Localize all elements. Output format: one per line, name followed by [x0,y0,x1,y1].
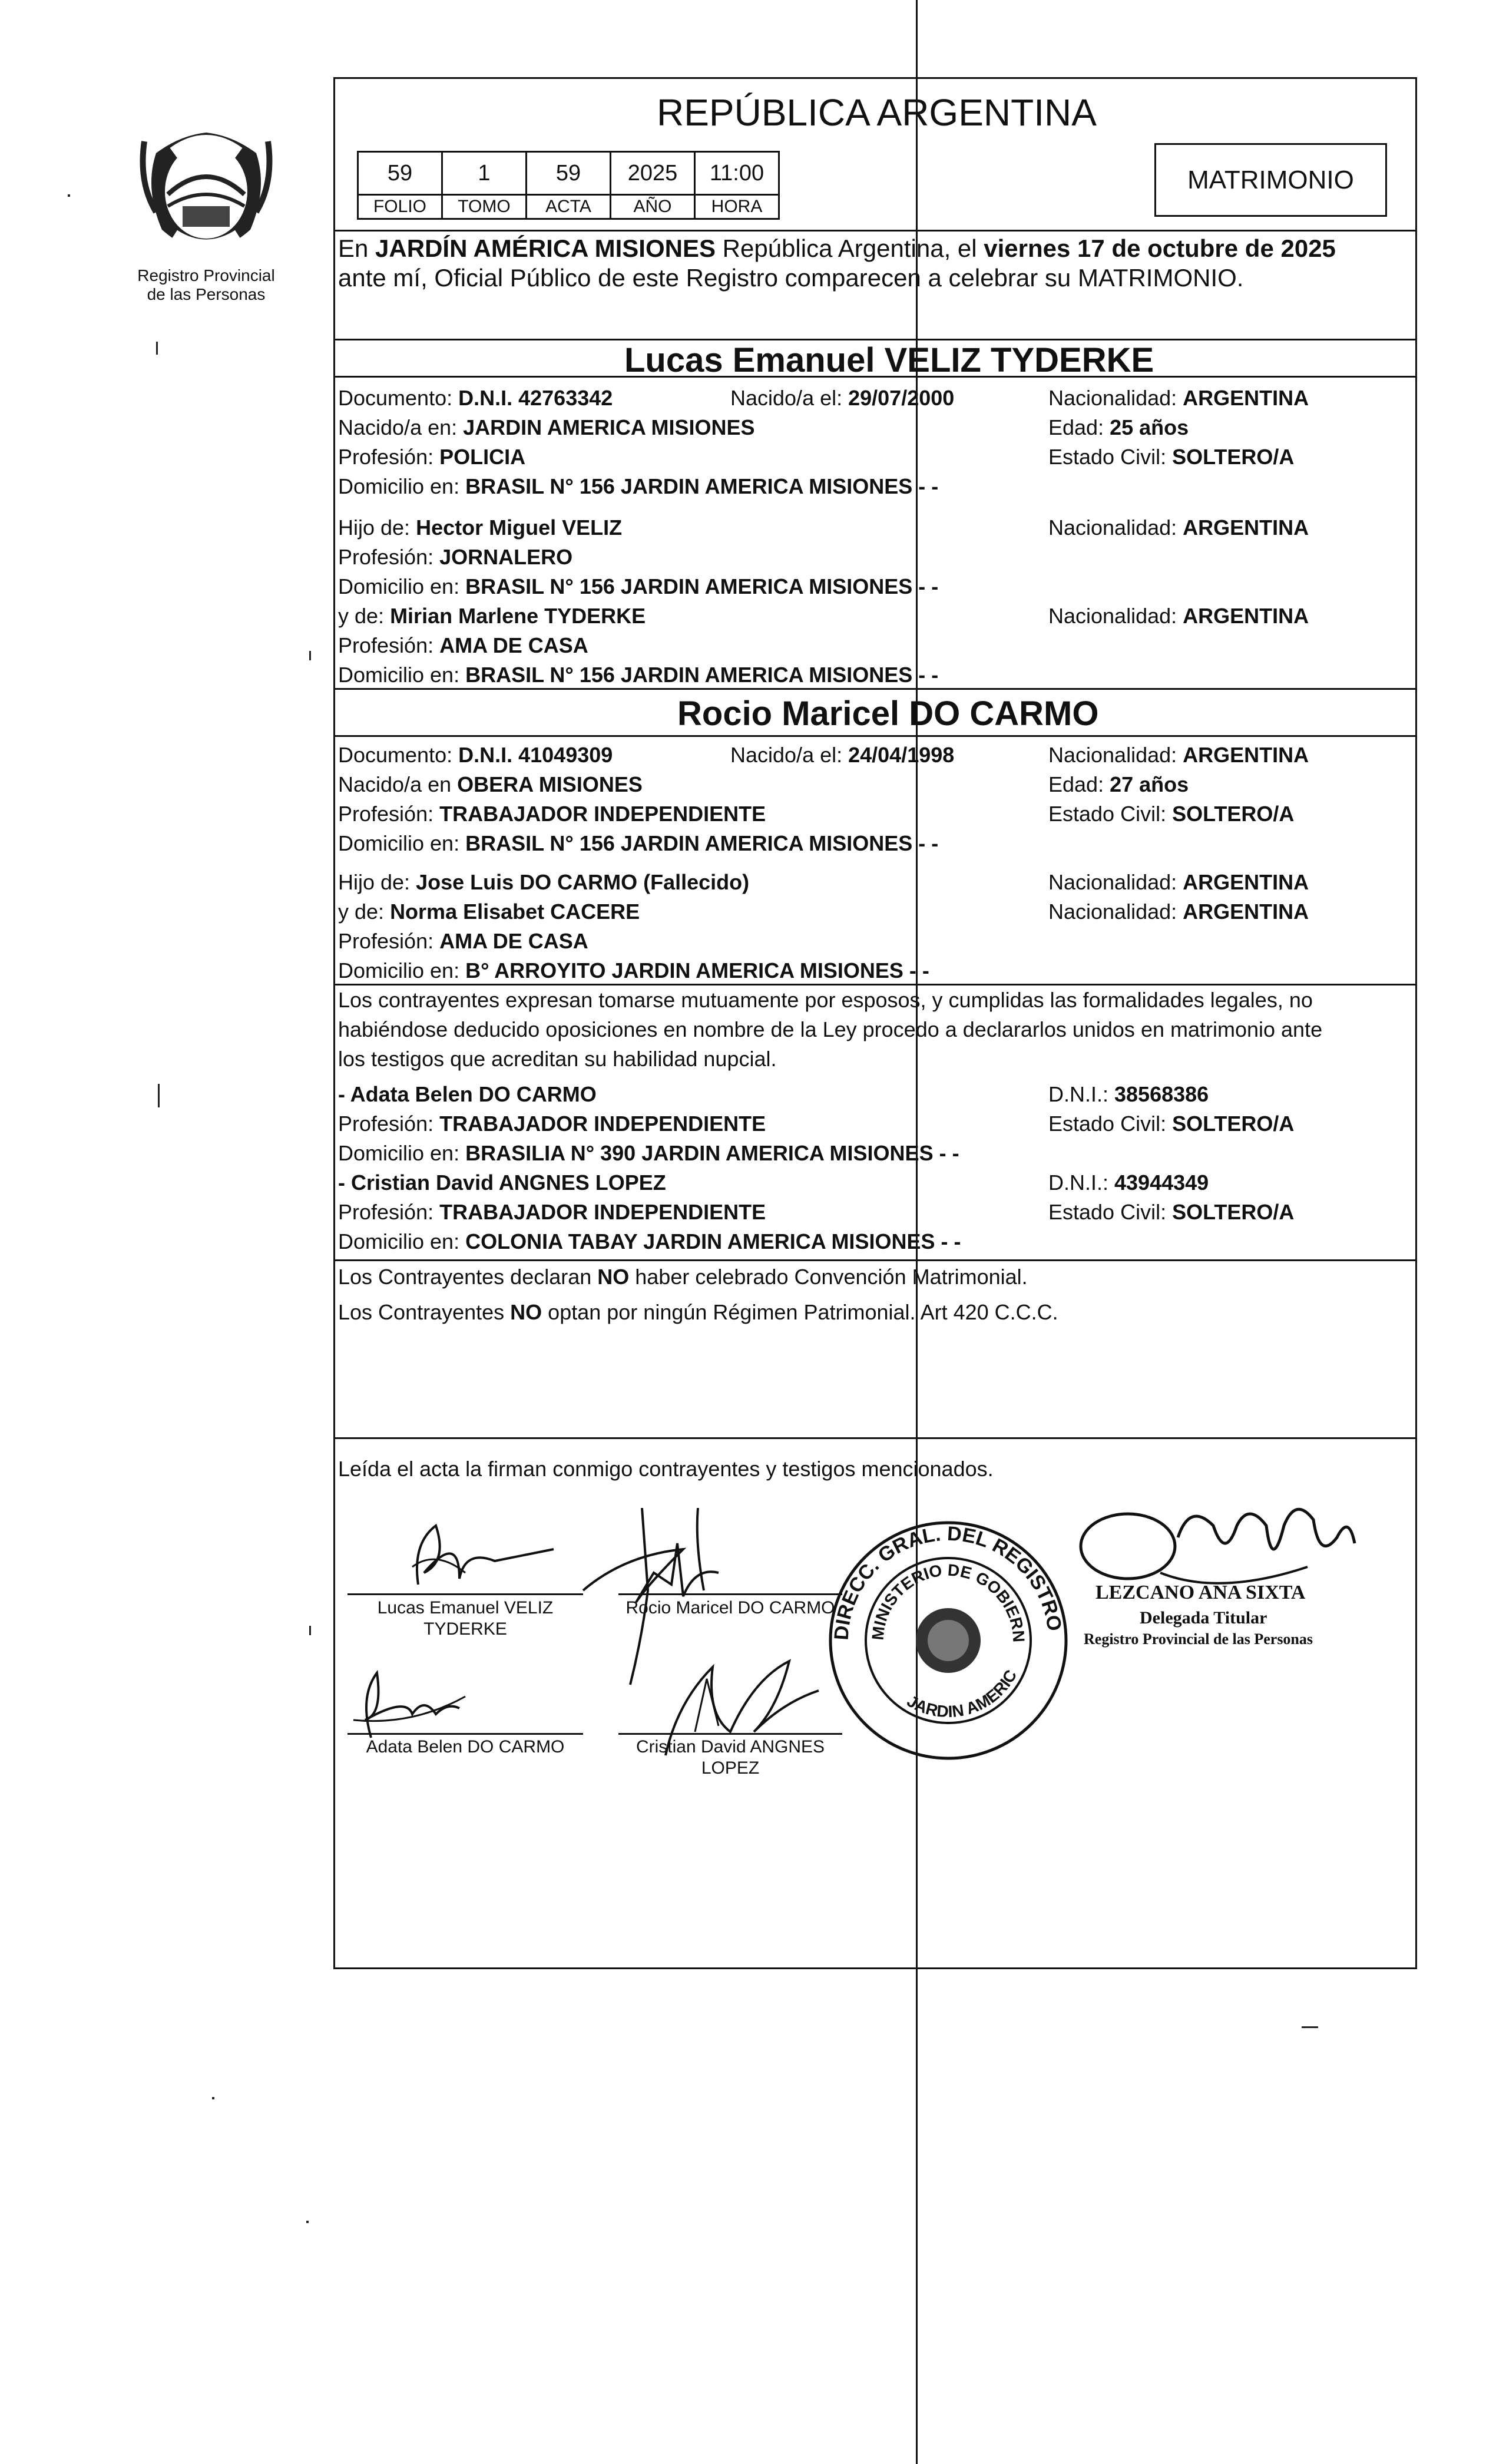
bride-father [338,869,749,895]
label: Estado Civil: [1048,1200,1173,1224]
folio-label: FOLIO [358,195,442,219]
scan-speck [306,2221,309,2223]
groom-name: Lucas Emanuel VELIZ TYDERKE [624,341,1154,379]
label: Profesión: [338,929,440,953]
value: 27 años [1110,772,1189,796]
divider [333,735,1417,737]
label: Profesión: [338,802,440,826]
act-type-box [1154,143,1387,217]
label: y de: [338,899,390,924]
caption-line: TYDERKE [423,1619,507,1639]
acta-label: ACTA [527,195,611,219]
bride-nationality [1048,742,1309,768]
witness1-address [338,1140,959,1166]
convention-line1 [338,1264,1028,1290]
value: B° ARROYITO JARDIN AMERICA MISIONES - - [465,958,929,983]
label: Nacionalidad: [1048,743,1183,767]
label: Profesión: [338,1200,440,1224]
witness2-civil-status [1048,1199,1294,1225]
label: Domicilio en: [338,958,466,983]
act-type: MATRIMONIO [1187,165,1354,194]
acta-value: 59 [527,152,611,195]
label: Profesión: [338,633,440,657]
value: POLICIA [439,445,526,469]
scan-speck [212,2097,214,2099]
caption-line: Cristian David ANGNES [636,1737,825,1757]
label: Estado Civil: [1048,1112,1173,1136]
value: JORNALERO [439,545,573,569]
witness1-civil-status [1048,1111,1294,1137]
groom-nationality [1048,385,1309,411]
label: Edad: [1048,772,1110,796]
label: D.N.I.: [1048,1082,1115,1106]
label: Nacido/a el: [730,386,849,410]
value: Mirian Marlene TYDERKE [390,604,646,628]
bride-address [338,831,938,856]
intro-date: viernes 17 de octubre de 2025 [984,234,1336,262]
value: JARDIN AMERICA MISIONES [463,415,755,439]
witness2-name: - Cristian David ANGNES LOPEZ [338,1170,666,1195]
official-seal [825,1517,1072,1764]
official-office: Registro Provincial de las Personas [1084,1630,1313,1648]
value: BRASIL N° 156 JARDIN AMERICA MISIONES - - [465,663,939,687]
scan-speck [1302,2026,1318,2028]
bride-father-nationality [1048,869,1309,895]
logo-caption-line2: de las Personas [147,285,266,303]
groom-document [338,385,613,411]
witness2-signature-caption [618,1737,842,1779]
text: Los Contrayentes declaran [338,1265,598,1289]
groom-mother-nationality [1048,603,1309,629]
intro-mid: República Argentina, el [715,234,984,262]
label: Profesión: [338,545,440,569]
declaration-line3: los testigos que acreditan su habilidad nupcial. [338,1047,777,1071]
value: ARGENTINA [1183,386,1309,410]
label: Documento: [338,743,459,767]
value: TRABAJADOR INDEPENDIENTE [439,1200,766,1224]
logo-caption-line1: Registro Provincial [137,266,275,285]
groom-father-profession [338,544,572,570]
intro-line1 [338,234,1336,263]
value: OBERA MISIONES [457,772,643,796]
intro-line2: ante mí, Oficial Público de este Registro comparecen a celebrar su MATRIMONIO. [338,264,1244,292]
groom-signature-caption [347,1598,583,1640]
label: Nacionalidad: [1048,899,1183,924]
seal-outer-text: DIRECC. GRAL. DEL REGISTRO [830,1522,1066,1641]
value: TRABAJADOR INDEPENDIENTE [439,802,766,826]
divider [333,1259,1417,1261]
label: Estado Civil: [1048,802,1173,826]
ano-value: 2025 [611,152,695,195]
value: BRASIL N° 156 JARDIN AMERICA MISIONES - - [465,574,939,598]
label: Domicilio en: [338,663,466,687]
witness1-profession [338,1111,766,1137]
label: Estado Civil: [1048,445,1173,469]
label: y de: [338,604,390,628]
groom-father-address [338,574,938,600]
bride-birthplace [338,772,643,798]
value: 24/04/1998 [848,743,955,767]
value: SOLTERO/A [1172,1200,1295,1224]
value: 25 años [1110,415,1189,439]
divider [333,1437,1417,1439]
value: TRABAJADOR INDEPENDIENTE [439,1112,766,1136]
intro-prefix: En [338,234,376,262]
divider [333,230,1417,231]
scan-speck [309,1626,311,1635]
signature-line [347,1733,583,1735]
scan-speck [158,1084,160,1107]
bride-age [1048,772,1189,798]
bride-profession [338,801,766,827]
bride-mother-address [338,958,929,984]
scan-speck [68,194,70,197]
witness1-signature [342,1661,483,1744]
label: Nacionalidad: [1048,386,1183,410]
witness1-signature-caption: Adata Belen DO CARMO [366,1737,565,1757]
closing-text: Leída el acta la firman conmigo contrayentes y testigos mencionados. [338,1457,994,1481]
groom-birthplace [338,415,755,441]
value: Hector Miguel VELIZ [416,515,623,540]
scan-speck [309,651,311,660]
witness1-dni [1048,1081,1209,1107]
value: BRASILIA N° 390 JARDIN AMERICA MISIONES - - [465,1141,959,1165]
divider [333,984,1417,985]
hora-label: HORA [695,195,779,219]
label: Nacionalidad: [1048,515,1183,540]
label: Nacionalidad: [1048,870,1183,894]
value: SOLTERO/A [1172,802,1295,826]
seal-bottom-text: JARDIN AMERIC [903,1666,1021,1721]
tomo-value: 1 [442,152,527,195]
witness2-address [338,1229,961,1255]
value: Jose Luis DO CARMO (Fallecido) [416,870,750,894]
text: optan por ningún Régimen Patrimonial. Art 420 C.C.C. [542,1300,1058,1324]
label: Domicilio en: [338,831,466,855]
label: Hijo de: [338,515,416,540]
groom-address [338,474,938,500]
bride-birthdate [730,742,954,768]
divider [333,339,1417,340]
intro-place: JARDÍN AMÉRICA MISIONES [375,234,716,262]
groom-mother-address [338,662,938,688]
witness1-name: - Adata Belen DO CARMO [338,1082,597,1106]
witness2-profession [338,1199,766,1225]
bride-civil-status [1048,801,1294,827]
witness2-dni [1048,1170,1209,1196]
seal-inner-text: MINISTERIO DE GOBIERN [868,1560,1028,1643]
caption-line: LOPEZ [701,1758,760,1778]
text: Los Contrayentes [338,1300,511,1324]
tomo-label: TOMO [442,195,527,219]
value: ARGENTINA [1183,870,1309,894]
value: SOLTERO/A [1172,1112,1295,1136]
bride-mother-profession [338,928,588,954]
value: 43944349 [1114,1170,1209,1195]
bride-mother-nationality [1048,899,1309,925]
convention-line2 [338,1299,1058,1325]
groom-civil-status [1048,444,1294,470]
value: BRASIL N° 156 JARDIN AMERICA MISIONES - - [465,831,939,855]
declaration-line1: Los contrayentes expresan tomarse mutuamente por esposos, y cumplidas las formalidades legales, no [338,988,1313,1012]
groom-dni: D.N.I. 42763342 [458,386,613,410]
label: Domicilio en: [338,474,466,498]
label: Documento: [338,386,459,410]
groom-mother-profession [338,633,588,659]
label: Nacido/a en: [338,415,464,439]
label: Profesión: [338,445,440,469]
bride-document [338,742,613,768]
bride-name: Rocio Maricel DO CARMO [677,694,1099,733]
signature-line [618,1733,842,1735]
label: Domicilio en: [338,1141,466,1165]
groom-profession [338,444,525,470]
text: haber celebrado Convención Matrimonial. [629,1265,1028,1289]
value: BRASIL N° 156 JARDIN AMERICA MISIONES - - [465,474,939,498]
folio-value: 59 [358,152,442,195]
label: Profesión: [338,1112,440,1136]
coat-of-arms-icon [133,118,280,259]
scan-speck [156,342,158,355]
groom-signature [377,1508,565,1596]
value: SOLTERO/A [1172,445,1295,469]
label: Nacionalidad: [1048,604,1183,628]
groom-birthdate [730,385,954,411]
bride-signature-caption: Rocio Maricel DO CARMO [625,1598,835,1618]
label: Domicilio en: [338,574,466,598]
value: ARGENTINA [1183,515,1309,540]
bride-dni: D.N.I. 41049309 [458,743,613,767]
label: Edad: [1048,415,1110,439]
value: AMA DE CASA [439,633,588,657]
bride-mother [338,899,640,925]
groom-father [338,515,622,541]
official-name: LEZCANO ANA SIXTA [1095,1582,1306,1603]
signature-line [347,1593,583,1595]
label: Domicilio en: [338,1229,466,1254]
value: 38568386 [1114,1082,1209,1106]
declaration-line2: habiéndose deducido oposiciones en nombre de la Ley procedo a declararlos unidos en matrimonio ante [338,1017,1323,1041]
groom-father-nationality [1048,515,1309,541]
registry-table [357,151,780,220]
value: ARGENTINA [1183,604,1309,628]
label: D.N.I.: [1048,1170,1115,1195]
value: Norma Elisabet CACERE [390,899,640,924]
signature-line [618,1593,842,1595]
value: AMA DE CASA [439,929,588,953]
label: Hijo de: [338,870,416,894]
label: Nacido/a en [338,772,458,796]
official-role: Delegada Titular [1140,1608,1267,1628]
round-stamp-icon [825,1517,1072,1764]
registry-logo [133,118,280,259]
page-title: REPÚBLICA ARGENTINA [657,91,1097,134]
value: ARGENTINA [1183,743,1309,767]
divider [333,688,1417,690]
groom-age [1048,415,1189,441]
groom-mother [338,603,646,629]
text-bold: NO [597,1265,630,1289]
value: ARGENTINA [1183,899,1309,924]
caption-line: Lucas Emanuel VELIZ [377,1598,554,1618]
value: COLONIA TABAY JARDIN AMERICA MISIONES - - [465,1229,961,1254]
ano-label: AÑO [611,195,695,219]
text-bold: NO [510,1300,542,1324]
hora-value: 11:00 [695,152,779,195]
value: 29/07/2000 [848,386,955,410]
label: Nacido/a el: [730,743,849,767]
